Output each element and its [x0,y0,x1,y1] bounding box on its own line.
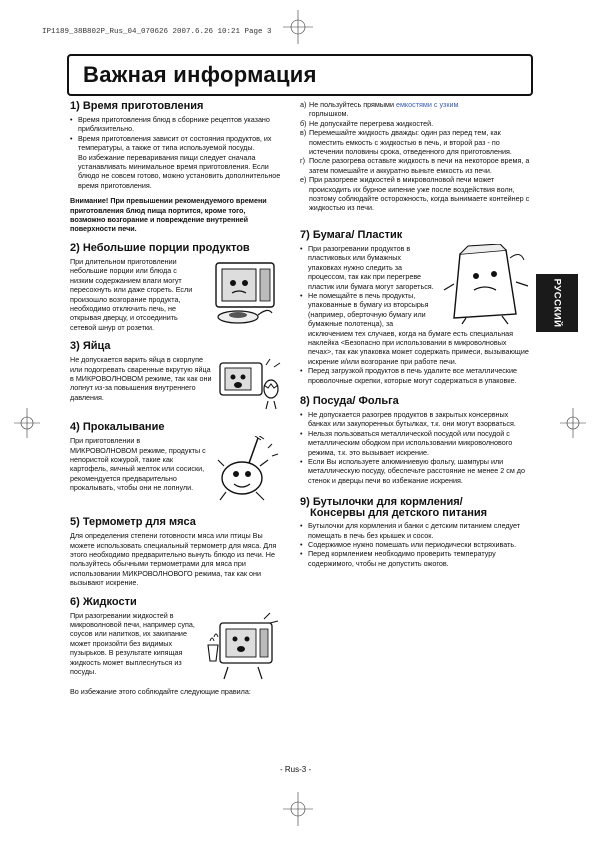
list-marker: б) [300,118,307,128]
piercing-text: При приготовлении в МИКРОВОЛНОВОМ режиме, продукты с непористой кожурой, такие как картофель, яичный желток или сосиски, рекомендуется предварительно прокалывать, чтобы они не лопнули. [70,436,206,493]
right-column [300,100,532,568]
boiling-cup-icon [204,611,282,685]
section-heading-meat-thermometer: 5) Термометр для мяса [70,516,196,529]
list-item: • Бутылочки для кормления и банки с детским питанием следует помещать в печь без крышек и сосок. [300,521,532,540]
left-column [70,100,282,696]
section-heading-eggs: 3) Яйца [70,340,111,353]
list-item: а) Не пользуйтесь прямыми емкостями с узким горлышком. [300,100,459,119]
small-portions-text: При длительном приготовлении небольшие порции или блюда с низким содержанием влаги могут пересохнуть или даже сгореть. Если произошло возгорание продукта, необходимо отключить печь, не открывая дверцу, и отсоединить сетевой шнур от розетки. [70,256,193,332]
warning-text: Внимание! При превышении рекомендуемого времени приготовления блюд пища портится, кроме того, возможно возгорание и повреждение внутренней поверхности печи. [70,196,267,234]
list-marker: а) [300,100,307,109]
section-heading-baby-bottles: 9) Бутылочки для кормления/ Консервы для детского питания [300,496,488,520]
liquids-rules-list [300,100,532,213]
list-item: б) Не допускайте перегрева жидкостей. [300,118,434,128]
section-heading-liquids: 6) Жидкости [70,595,137,608]
section-heading-dishes-foil: 8) Посуда/ Фольга [300,394,399,407]
list-item: • Время приготовления блюд в сборнике рецептов указано приблизительно. [70,115,282,134]
section-heading-small-portions: 2) Небольшие порции продуктов [70,241,250,254]
list-marker: г) [300,156,306,166]
dishes-foil-list [300,410,532,485]
liquids-text: При разогревании жидкостей в микроволновой печи, например супа, соусов или напитков, их закипание может произойти без видимых пузырьков. В результате кипящая жидкость может выплеснуться из посуды. [70,610,195,676]
list-marker: е) [300,175,307,185]
list-item: в) Перемешайте жидкость дважды: один раз перед тем, как поместить емкость с жидкостью в печь, и второй раз - по истечении половины срока, отведенного для приготовления. [300,128,512,157]
paper-plastic-list [300,244,532,385]
crop-mark-top [283,10,313,44]
meat-thermometer-text: Для определения степени готовности мяса или птицы Вы можете использовать специальный термометр для мяса. Для этого необходимо предварительно вынуть блюдо из печи. Не пользуйтесь обычными термометрами для мяса при использовании МИКРОВОЛНОВОГО режима, так как они вызывают искрение. [70,531,277,588]
list-item: • Содержимое нужно помешать или периодически встряхивать. [300,540,532,549]
list-item: • Не допускается разогрев продуктов в закрытых консервных банках или закупоренных бутылках, т.к. они могут взорваться. [300,410,532,429]
list-item: • Нельзя пользоваться металлической посудой или посудой с металлическим ободком при использовании микроволнового режима, т.к. это вызывает искрение. [300,429,532,457]
page-title: Важная информация [83,62,317,87]
list-item: • Если Вы используете алюминиевую фольгу, шампуры или металлическую посуду, обеспечьте расстояние не менее 2 см до стенок и дверцы печи во избежание искрения. [300,457,532,485]
list-item: е) При разогреве жидкостей в микроволновой печи может происходить их бурное кипение уже после воздействия волн, поэтому соблюдайте осторожность, когда вынимаете контейнер с жидкостью из печи. [300,175,530,213]
crop-mark-right [560,408,586,438]
baby-bottles-list [300,521,532,568]
list-item: • Не помещайте в печь продукты, упакованные в бумагу из вторсырья (например, оберточную бумагу или бумажные полотенца), за исключением тех случаев, когда на бумаге есть специальная наклейка <Безопасно при использовании в микроволновых печах>, так как упаковка может содержать примеси, вызывающие искрение и/или возгорание при работе печи. [300,291,532,366]
list-item: • Перед кормлением необходимо проверить температуру содержимого, чтобы не допустить ожогов. [300,549,532,568]
egg-explosion-icon [216,355,282,411]
cooking-time-list [70,115,282,153]
print-header: IP1189_38B802P_Rus_04_070626 2007.6.26 10:21 Page 3 [42,28,272,36]
section-heading-paper-plastic: 7) Бумага/ Пластик [300,228,403,241]
list-item: • При разогревании продуктов в пластиковых или бумажных упаковках нужно следить за процессом, так как при перегреве пластик или бумага могут загореться. [300,244,532,291]
fork-potato-icon [212,436,282,506]
cooking-time-note: Во избежание переваривания пищи следует сначала устанавливать минимальное время приготовления. Если блюдо не совсем готово, можно установить дополнительное время приготовления. [78,152,281,190]
list-item: • Время приготовления зависит от состояния продуктов, их температуры, а также от типа используемой посуды. [70,134,282,153]
liquids-rules-intro: Во избежание этого соблюдайте следующие правила: [70,686,251,696]
section-heading-cooking-time: 1) Время приготовления [70,100,204,112]
page-title-box [67,54,533,96]
crop-mark-bottom [283,792,313,826]
list-marker: в) [300,128,307,138]
crop-mark-left [14,408,40,438]
section-heading-piercing: 4) Прокалывание [70,421,165,434]
eggs-text: Не допускается варить яйца в скорлупе или подогревать сваренные вкрутую яйца в МИКРОВОЛНОВОМ режиме, так как они лопнут из-за повышения внутреннего давления. [70,355,212,402]
highlighted-text: емкостями с узким [395,100,459,109]
language-tab [536,274,578,332]
list-item: • Перед загрузкой продуктов в печь удалите все металлические проволочные скрепки, которые могут содержаться в упаковке. [300,366,532,385]
list-item: г) После разогрева оставьте жидкость в печи на некоторое время, а затем помешайте и аккуратно выньте емкость из печи. [300,156,530,175]
language-tab-label: РУССКИЙ [551,278,563,328]
microwave-dish-icon [202,257,282,329]
page-number: - Rus-3 - [280,765,312,774]
